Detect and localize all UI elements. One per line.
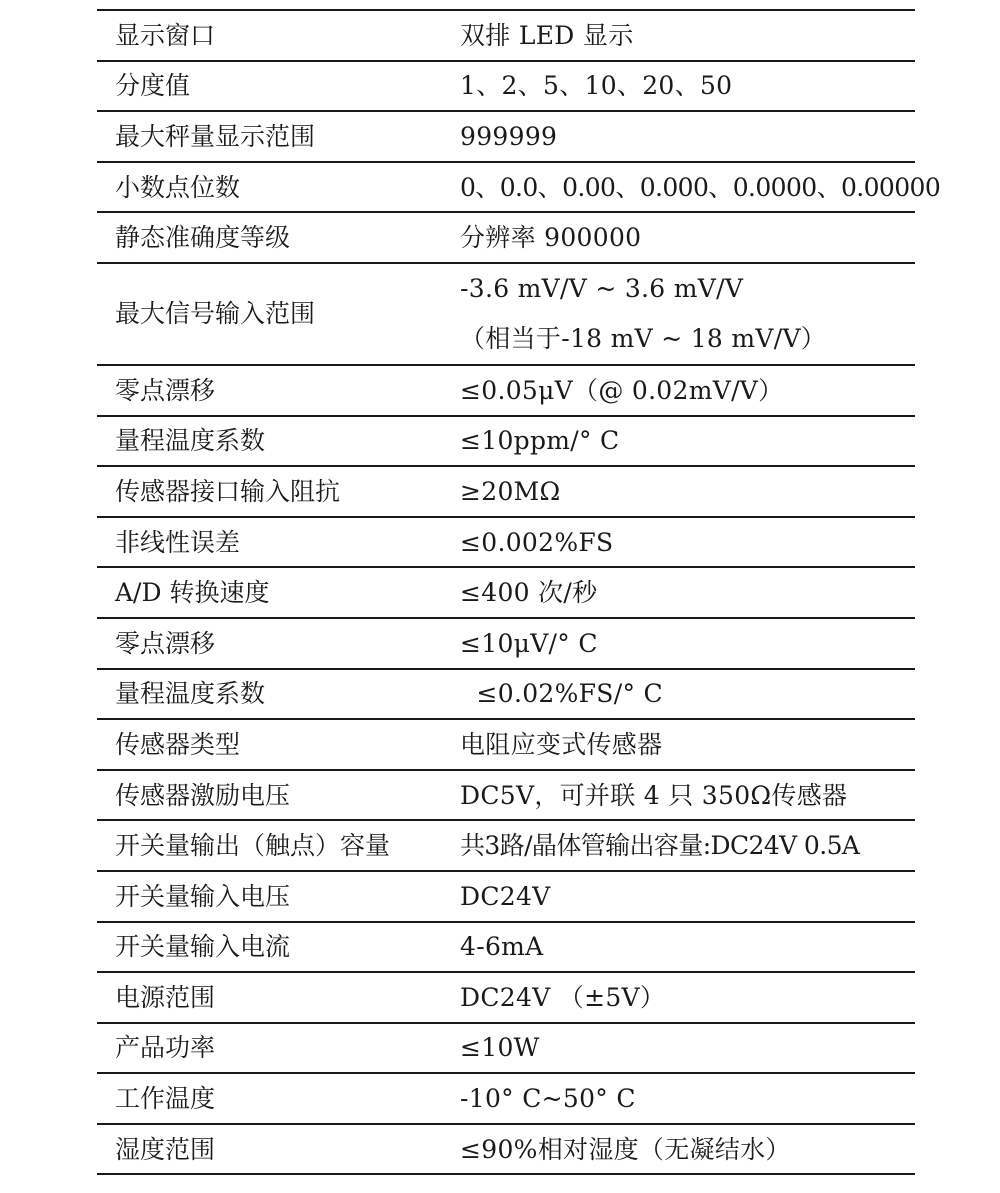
spec-row — [97, 669, 915, 720]
spec-value-line: ≤0.002%FS — [460, 527, 614, 557]
spec-label: 开关量输出（触点）容量 — [115, 831, 391, 861]
spec-row — [97, 871, 915, 922]
spec-value — [440, 162, 941, 213]
spec-value-line: 双排 LED 显示 — [460, 20, 634, 50]
spec-label: 产品功率 — [115, 1033, 216, 1063]
spec-value — [440, 466, 915, 517]
spec-row — [97, 111, 915, 162]
spec-label: 非线性误差 — [115, 527, 241, 557]
spec-label: 传感器激励电压 — [115, 780, 291, 810]
spec-row — [97, 365, 915, 416]
spec-value — [440, 618, 915, 669]
spec-row — [97, 517, 915, 568]
spec-value-line: 共3路/晶体管输出容量:DC24V 0.5A — [460, 831, 860, 861]
spec-label: 最大秤量显示范围 — [115, 121, 316, 151]
spec-value — [440, 669, 915, 720]
spec-value-line: DC24V — [460, 881, 551, 911]
spec-label: 显示窗口 — [115, 20, 216, 50]
spec-label: 开关量输入电流 — [115, 932, 291, 962]
spec-label: A/D 转换速度 — [115, 578, 270, 608]
spec-row — [97, 61, 915, 112]
spec-value — [440, 770, 915, 821]
spec-value-line: ≥20MΩ — [460, 476, 561, 506]
spec-value — [440, 820, 915, 871]
spec-row — [97, 162, 915, 213]
spec-label: 小数点位数 — [115, 172, 241, 202]
spec-label: 量程温度系数 — [115, 679, 266, 709]
spec-label: 传感器接口输入阻抗 — [115, 476, 341, 506]
spec-value-line: ≤0.05μV（@ 0.02mV/V） — [460, 375, 784, 405]
spec-value-line: 999999 — [460, 121, 558, 151]
spec-row — [97, 770, 915, 821]
spec-label: 分度值 — [115, 71, 191, 101]
spec-value — [440, 922, 915, 973]
spec-label: 湿度范围 — [115, 1134, 216, 1164]
spec-row — [97, 618, 915, 669]
spec-row — [97, 567, 915, 618]
spec-value — [440, 1023, 915, 1074]
spec-value — [440, 212, 915, 263]
spec-value — [440, 111, 915, 162]
spec-value — [440, 1124, 915, 1175]
spec-row — [97, 1124, 915, 1175]
spec-label: 量程温度系数 — [115, 426, 266, 456]
spec-label: 零点漂移 — [115, 375, 216, 405]
spec-label: 最大信号输入范围 — [115, 299, 316, 329]
spec-value-line: -10° C~50° C — [460, 1084, 636, 1114]
spec-value — [440, 517, 915, 568]
spec-table — [97, 9, 941, 1175]
spec-value-line: ≤10W — [460, 1033, 540, 1063]
spec-label: 传感器类型 — [115, 729, 241, 759]
spec-value-line: -3.6 mV/V ~ 3.6 mV/V — [460, 273, 744, 303]
spec-value — [440, 719, 915, 770]
spec-row — [97, 212, 915, 263]
spec-row — [97, 719, 915, 770]
spec-row — [97, 416, 915, 467]
spec-row — [97, 1073, 915, 1124]
spec-value — [440, 1073, 915, 1124]
spec-label: 静态准确度等级 — [115, 223, 291, 253]
spec-row — [97, 10, 915, 61]
spec-value — [440, 263, 915, 365]
spec-value-line: ≤10ppm/° C — [460, 426, 620, 456]
spec-row — [97, 1023, 915, 1074]
spec-value-line: 0、0.0、0.00、0.000、0.0000、0.00000 — [460, 172, 941, 202]
spec-row — [97, 466, 915, 517]
spec-value-line: 电阻应变式传感器 — [460, 729, 663, 759]
spec-row — [97, 820, 915, 871]
spec-label: 工作温度 — [115, 1084, 216, 1114]
spec-label: 开关量输入电压 — [115, 881, 291, 911]
spec-value — [440, 972, 915, 1023]
spec-value — [440, 567, 915, 618]
spec-row — [97, 972, 915, 1023]
spec-value — [440, 871, 915, 922]
spec-value-line: ≤10μV/° C — [460, 628, 598, 658]
spec-table-body — [97, 10, 941, 1174]
spec-label: 零点漂移 — [115, 628, 216, 658]
spec-value — [440, 365, 915, 416]
spec-value-line: （相当于-18 mV ~ 18 mV/V） — [460, 323, 827, 353]
spec-value-line: ≤90%相对湿度（无凝结水） — [460, 1134, 791, 1164]
spec-value-line: 4-6mA — [460, 932, 544, 962]
spec-value — [440, 61, 915, 112]
spec-value-line: DC24V （±5V） — [460, 982, 666, 1012]
spec-row — [97, 263, 915, 365]
spec-value — [440, 10, 915, 61]
spec-row — [97, 922, 915, 973]
spec-value-line: ≤0.02%FS/° C — [460, 679, 663, 709]
spec-value-line: 1、2、5、10、20、50 — [460, 71, 733, 101]
spec-value-line: 分辨率 900000 — [460, 223, 642, 253]
spec-value — [440, 416, 915, 467]
spec-label: 电源范围 — [115, 982, 216, 1012]
spec-value-line: DC5V，可并联 4 只 350Ω传感器 — [460, 780, 848, 810]
spec-value-line: ≤400 次/秒 — [460, 578, 598, 608]
